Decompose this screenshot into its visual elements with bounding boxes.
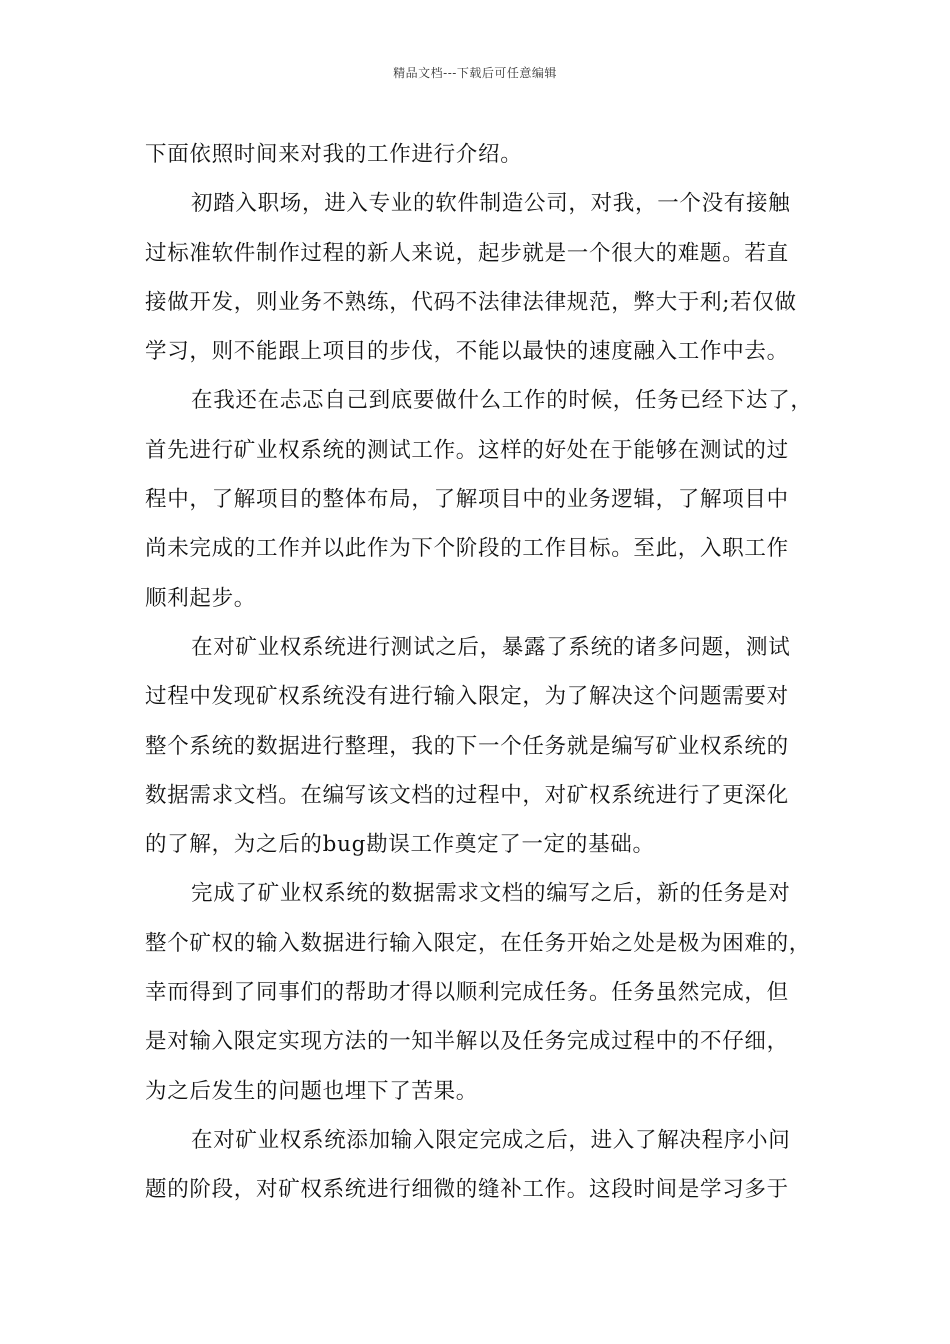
text-line: 接做开发，则业务不熟练，代码不法律法律规范，弊大于利;若仅做 bbox=[145, 289, 797, 315]
paragraph bbox=[145, 179, 817, 376]
text-line: 在我还在忐忑自己到底要做什么工作的时候，任务已经下达了， bbox=[191, 388, 813, 414]
text-line: 程中，了解项目的整体布局，了解项目中的业务逻辑，了解项目中 bbox=[145, 487, 789, 513]
text-line: 的了解，为之后的bug勘误工作奠定了一定的基础。 bbox=[145, 832, 655, 858]
text-line: 题的阶段，对矿权系统进行细微的缝补工作。这段时间是学习多于 bbox=[145, 1177, 789, 1203]
text-line: 下面依照时间来对我的工作进行介绍。 bbox=[145, 142, 523, 167]
text-line: 顺利起步。 bbox=[145, 585, 257, 611]
running-header: 精品文档---下载后可任意编辑 bbox=[393, 66, 557, 80]
text-line: 整个系统的数据进行整理，我的下一个任务就是编写矿业权系统的 bbox=[145, 733, 789, 759]
text-line: 数据需求文档。在编写该文档的过程中，对矿权系统进行了更深化 bbox=[145, 782, 789, 808]
text-line: 初踏入职场，进入专业的软件制造公司，对我，一个没有接触 bbox=[191, 191, 791, 217]
text-line: 尚未完成的工作并以此作为下个阶段的工作目标。至此，入职工作 bbox=[145, 536, 789, 562]
body-text bbox=[145, 130, 817, 1215]
text-line: 幸而得到了同事们的帮助才得以顺利完成任务。任务虽然完成，但 bbox=[145, 980, 789, 1006]
text-line: 在对矿业权系统进行测试之后，暴露了系统的诸多问题，测试 bbox=[191, 634, 791, 660]
paragraph bbox=[145, 869, 817, 1115]
paragraph bbox=[145, 130, 817, 179]
text-line: 过标准软件制作过程的新人来说，起步就是一个很大的难题。若直 bbox=[145, 240, 789, 266]
text-line: 是对输入限定实现方法的一知半解以及任务完成过程中的不仔细， bbox=[145, 1029, 789, 1055]
text-line: 完成了矿业权系统的数据需求文档的编写之后，新的任务是对 bbox=[191, 881, 791, 907]
paragraph bbox=[145, 376, 817, 622]
text-line: 首先进行矿业权系统的测试工作。这样的好处在于能够在测试的过 bbox=[145, 437, 789, 463]
text-line: 学习，则不能跟上项目的步伐，不能以最快的速度融入工作中去。 bbox=[145, 339, 789, 365]
text-line: 整个矿权的输入数据进行输入限定，在任务开始之处是极为困难的， bbox=[145, 930, 812, 956]
paragraph bbox=[145, 1116, 817, 1215]
text-line: 在对矿业权系统添加输入限定完成之后，进入了解决程序小问 bbox=[191, 1127, 791, 1153]
paragraph bbox=[145, 623, 817, 869]
text-line: 为之后发生的问题也埋下了苦果。 bbox=[145, 1078, 479, 1104]
text-line: 过程中发现矿权系统没有进行输入限定，为了解决这个问题需要对 bbox=[145, 684, 789, 710]
